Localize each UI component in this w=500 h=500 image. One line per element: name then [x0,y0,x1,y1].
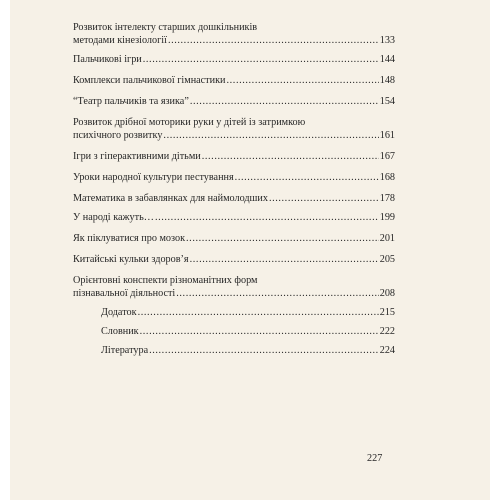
toc-entry[interactable] [73,275,395,301]
toc-entry[interactable] [73,54,395,67]
dot-leader [227,75,379,86]
toc-entry[interactable] [73,117,395,143]
toc-entry-line [73,130,395,143]
toc-entry-page: 205 [379,254,395,265]
toc-entry-title: “Театр пальчиків та язика” [73,96,189,107]
toc-entry-title: Ігри з гіперактивними дітьми [73,151,201,162]
toc-entry-line [73,254,395,267]
toc-entry-title-line: Розвиток дрібної моторики руки у дітей із затримкою [73,117,306,128]
toc-entry-line [73,75,395,88]
toc-entry-page: 178 [379,193,395,204]
toc-entry-line [73,151,395,164]
dot-leader [155,212,379,223]
toc-entry-title-line: Розвиток інтелекту старших дошкільників [73,22,258,33]
toc-entry-title: методами кінезіології [73,35,167,46]
toc-entry[interactable] [73,172,395,185]
dot-leader [269,193,379,204]
dot-leader [140,326,379,337]
toc-entry-line [73,288,395,301]
page-number: 227 [367,453,383,464]
toc-entry-title: психічного розвитку [73,130,163,141]
toc-entry-page: 215 [379,307,395,318]
toc-entry[interactable] [73,326,395,339]
toc-entry[interactable] [73,22,395,48]
toc-entry-title: Математика в забавлянках для наймолодших [73,193,268,204]
toc-entry[interactable] [73,254,395,267]
toc-entry-line [73,172,395,185]
dot-leader [190,254,379,265]
toc-entry[interactable] [73,193,395,206]
toc-entry-line [73,96,395,109]
toc-entry-page: 167 [379,151,395,162]
toc-entry-line [73,233,395,246]
dot-leader [138,307,379,318]
toc-entry-title: У народі кажуть… [73,212,154,223]
toc-entry-title: Словник [101,326,139,337]
toc-entry-title: Комплекси пальчикової гімнастики [73,75,226,86]
toc-entry-title-line: Орієнтовні конспекти різноманітних форм [73,275,258,286]
dot-leader [149,345,379,356]
dot-leader [143,54,379,65]
toc-entry[interactable] [73,307,395,320]
dot-leader [235,172,379,183]
toc-entry-line [73,193,395,206]
dot-leader [168,35,379,46]
toc-entry-line [101,345,395,358]
toc-entry[interactable] [73,233,395,246]
toc-entry-line [101,307,395,320]
toc-entry-page: 222 [379,326,395,337]
dot-leader [202,151,379,162]
toc-entry-page: 161 [379,130,395,141]
toc-entry[interactable] [73,212,395,225]
toc-entry-page: 144 [379,54,395,65]
toc-entry-page: 148 [379,75,395,86]
toc-entry[interactable] [73,151,395,164]
toc-entry-title: Як піклуватися про мозок [73,233,186,244]
toc-entry-page: 208 [379,288,395,299]
dot-leader [190,96,379,107]
book-page [10,0,490,500]
toc-entry-page: 201 [379,233,395,244]
toc-entry-title: Додаток [101,307,137,318]
toc-entry-line [73,35,395,48]
dot-leader [186,233,379,244]
dot-leader [163,130,378,141]
toc-entry-line [73,212,395,225]
table-of-contents [73,22,395,358]
toc-entry-page: 154 [379,96,395,107]
toc-entry-title: Китайські кульки здоров’я [73,254,189,265]
dot-leader [176,288,378,299]
toc-entry-page: 224 [379,345,395,356]
toc-entry-page: 199 [379,212,395,223]
toc-entry-title: пізнавальної діяльності [73,288,176,299]
toc-entry-title: Уроки народної культури пестування [73,172,234,183]
toc-entry-page: 133 [379,35,395,46]
toc-entry-page: 168 [379,172,395,183]
toc-entry-line [73,54,395,67]
toc-entry[interactable] [73,96,395,109]
toc-entry[interactable] [73,345,395,358]
toc-entry-title: Пальчикові ігри [73,54,142,65]
toc-entry[interactable] [73,75,395,88]
toc-entry-line [101,326,395,339]
toc-entry-title: Література [101,345,149,356]
